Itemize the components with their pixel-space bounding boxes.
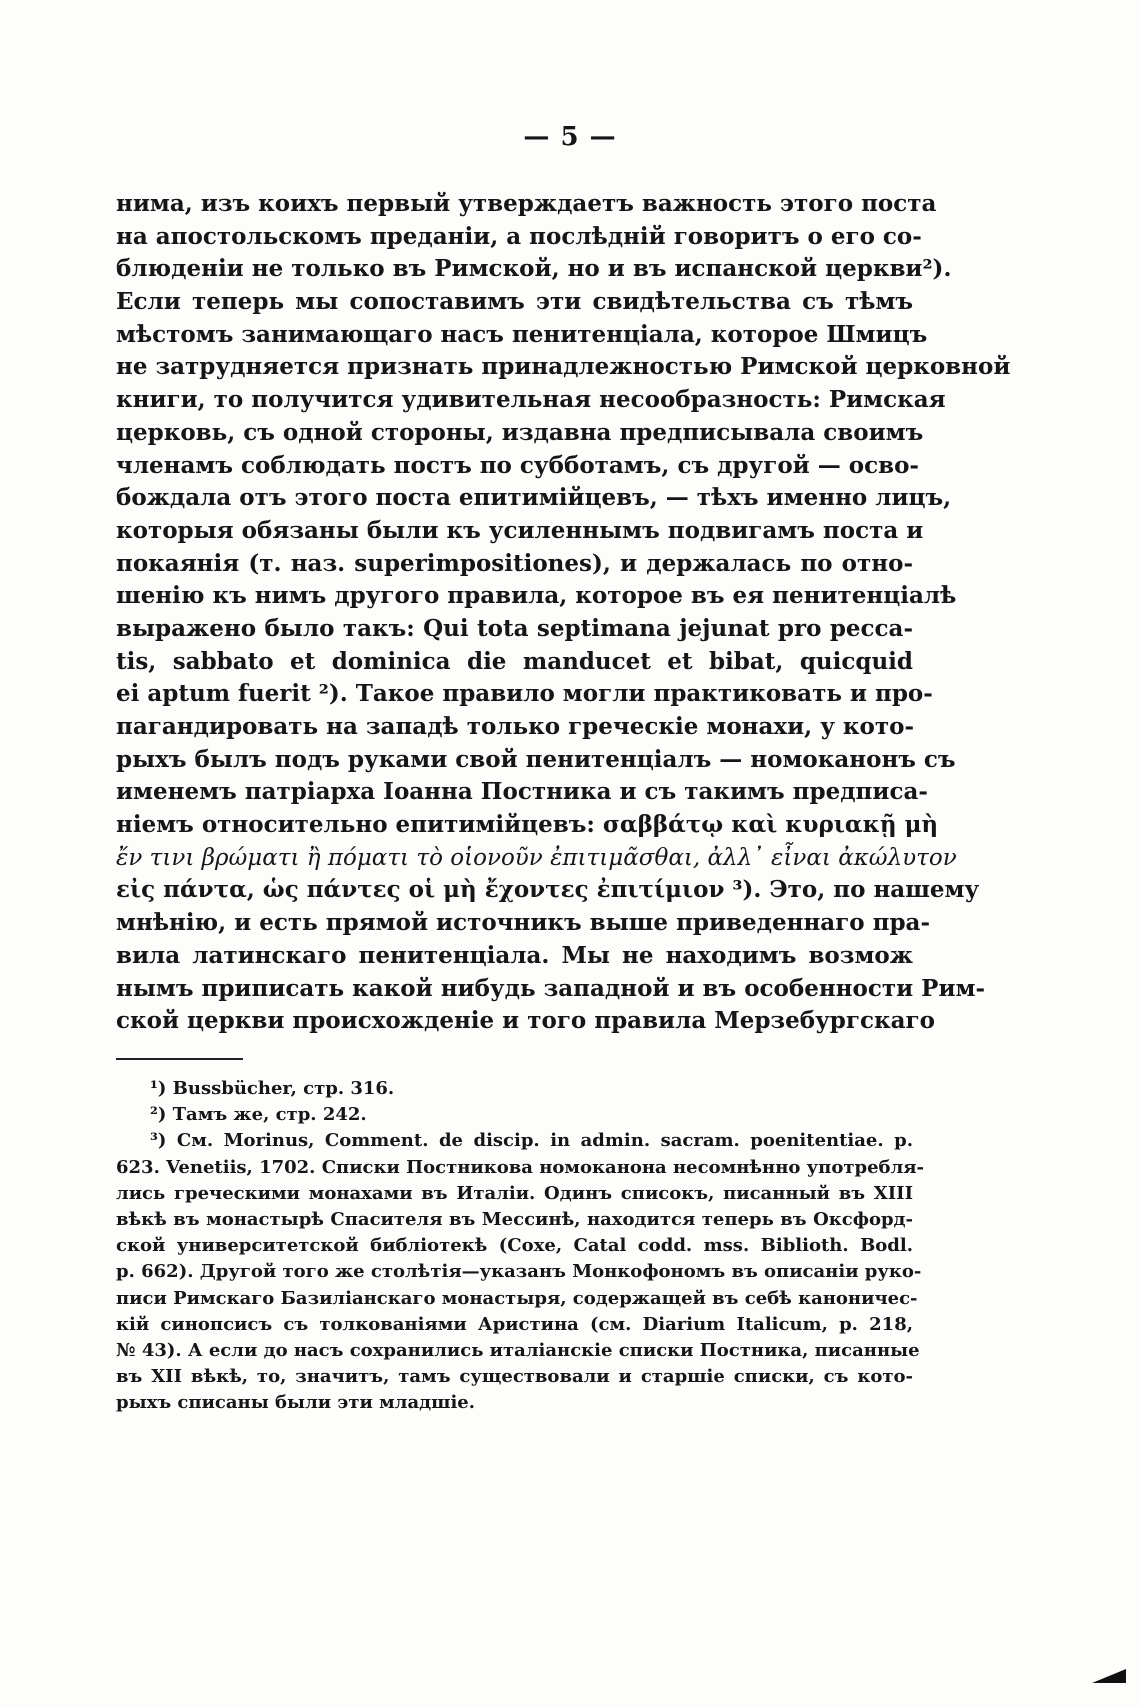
text-line: шенію къ нимъ другого правила, которое въ ея пенитенціалѣ [116,582,957,610]
footnote-3-line: лись греческими монахами въ Италіи. Одинъ списокъ, писанный въ XIII [116,1182,913,1204]
footnote-1: ¹) Bussbücher, стр. 316. [150,1078,395,1099]
text-line: бождала отъ этого поста епитимійцевъ, — тѣхъ именно лицъ, [116,484,952,512]
text-line: книги, то получится удивительная несообразность: Римская [116,386,946,414]
text-line: членамъ соблюдать постъ по субботамъ, съ другой — осво- [116,451,919,479]
greek-text-line: ἔν τινι βρώματι ἢ πόματι τὸ οἱονοῦν ἐπιτιμᾶσθαι, ἀλλ᾽ εἶναι ἀκώλυτον [116,844,957,871]
footnote-separator [116,1058,243,1060]
footnote-3-line: ской университетской библіотекѣ (Coxe, Catal codd. mss. Biblioth. Bodl. [116,1235,913,1257]
text-line: нымъ приписать какой нибудь западной и въ особенности Рим- [116,974,986,1002]
text-line: мнѣнію, и есть прямой источникъ выше приведеннаго пра- [116,909,930,937]
footnote-3-line: писи Римскаго Базиліанскаго монастыря, содержащей въ себѣ каноничес- [116,1287,918,1309]
footnote-3-line: вѣкѣ въ монастырѣ Спасителя въ Мессинѣ, находится теперь въ Оксфорд- [116,1208,913,1230]
main-text [116,188,1011,1038]
text-line: покаянія (т. наз. superimpositiones), и держалась по отно- [116,549,913,577]
text-line: блюденіи не только въ Римской, но и въ испанской церкви²). [116,255,952,283]
text-line: пагандировать на западѣ только греческіе монахи, у кото- [116,713,915,740]
text-line: нима, изъ коихъ первый утверждаетъ важность этого поста [116,190,937,217]
text-line: εἰς πάντα, ὡς πάντες οἱ μὴ ἔχοντες ἐπιτίμιον ³). Это, по нашему [116,876,980,904]
footnote-3-line: p. 662). Другой того же столѣтія—указанъ Монкофономъ въ описаніи руко- [116,1261,922,1283]
footnotes [116,1076,925,1416]
footnote-3-line: рыхъ списаны были эти младшіе. [116,1392,476,1414]
footnote-2: ²) Тамъ же, стр. 242. [150,1104,367,1126]
footnote-3-line: 623. Venetiis, 1702. Списки Постникова номоканона несомнѣнно употребля- [116,1156,925,1178]
text-line: на апостольскомъ преданіи, а послѣдній говоритъ о его со- [116,222,922,250]
text-line: Если теперь мы сопоставимъ эти свидѣтельства съ тѣмъ [116,288,913,316]
text-line: мѣстомъ занимающаго насъ пенитенціала, которое Шмицъ [116,320,928,348]
text-line: рыхъ былъ подъ руками свой пенитенціалъ — номоканонъ съ [116,745,956,773]
page-corner-mark [1092,1669,1126,1683]
footnote-3: ³) См. Morinus, Comment. de discip. in admin. sacram. poenitentiae. p. [150,1130,913,1152]
footnote-3-line: кій синопсисъ съ толкованіями Аристина (см. Diarium Italicum, p. 218, [116,1313,913,1335]
footnote-3-line: № 43). А если до насъ сохранились италіанскіе списки Постника, писанные [116,1339,920,1361]
text-line: выражено было такъ: Qui tota septimana jejunat pro pecca- [116,614,913,642]
text-line: которыя обязаны были къ усиленнымъ подвигамъ поста и [116,516,924,544]
text-line: ской церкви происхожденіе и того правила Мерзебургскаго [116,1007,935,1035]
text-line: не затрудняется признать принадлежностью Римской церковной [116,353,1011,381]
text-line: именемъ патріарха Іоанна Постника и съ такимъ предписа- [116,778,928,806]
text-line: церковь, съ одной стороны, издавна предписывала своимъ [116,418,924,446]
text-line: tis, sabbato et dominica die manducet et bibat, quicquid [116,647,913,675]
text-line: вила латинскаго пенитенціала. Мы не находимъ возмож [116,941,913,969]
footnote-3-line: въ XII вѣкѣ, то, значитъ, тамъ существовали и старшіе списки, съ кото- [116,1366,913,1388]
text-line: ніемъ относительно епитимійцевъ: σαββάτῳ καὶ κυριακῇ μὴ [116,811,939,839]
page-number: — 5 — [523,122,617,152]
text-line: ei aptum fuerit ²). Такое правило могли практиковать и про- [116,680,933,708]
